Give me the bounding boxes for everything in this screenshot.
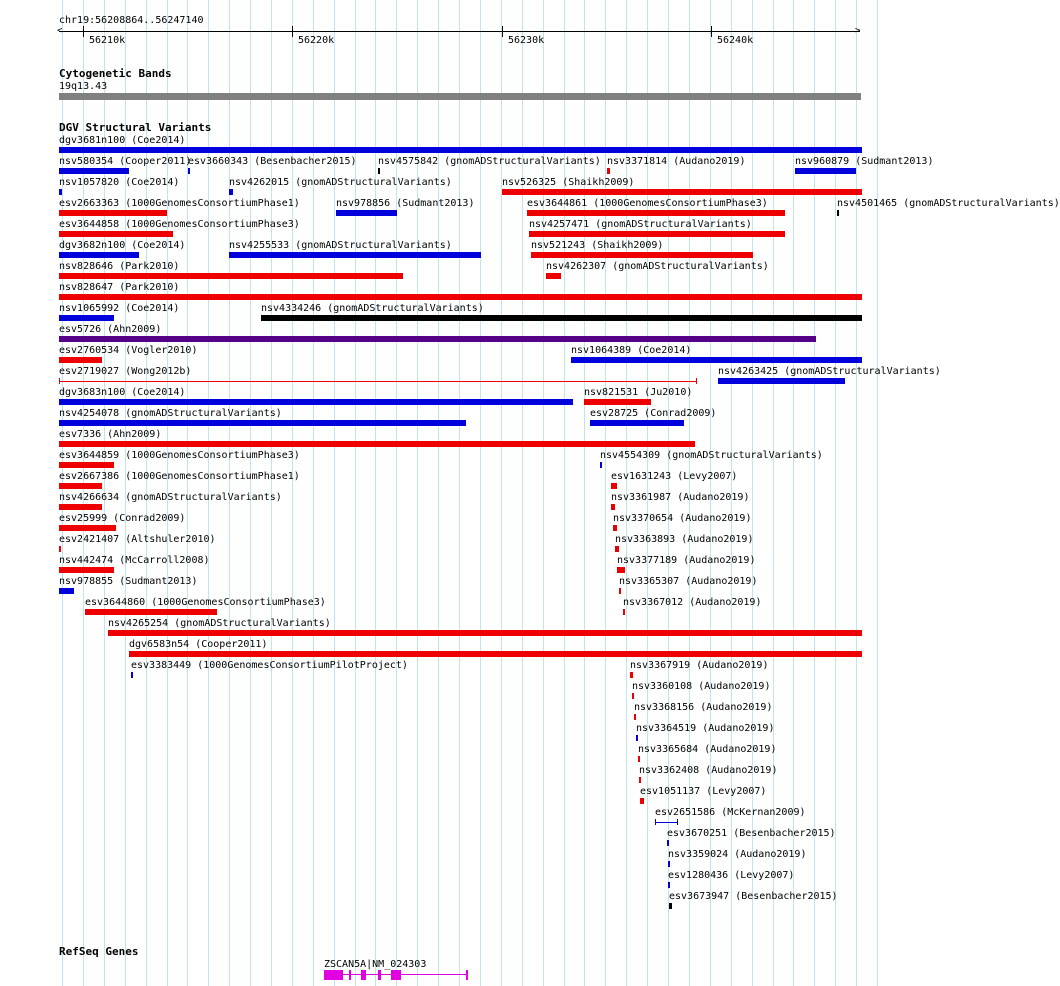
variant-label[interactable]: nsv3363893 (Audano2019): [615, 534, 754, 545]
variant-bar[interactable]: [59, 441, 695, 447]
variant-bar[interactable]: [571, 357, 862, 363]
variant-bar-cap: [655, 819, 656, 825]
variant-label[interactable]: esv3673947 (Besenbacher2015): [669, 891, 838, 902]
ruler-tick: [711, 26, 712, 37]
ruler-tick: [83, 26, 84, 37]
variant-bar[interactable]: [611, 504, 615, 510]
variant-bar[interactable]: [600, 462, 602, 468]
variant-bar[interactable]: [59, 336, 816, 342]
variant-bar[interactable]: [59, 546, 61, 552]
gene-exon: [378, 970, 381, 980]
variant-label[interactable]: nsv521243 (Shaikh2009): [531, 240, 664, 251]
variant-label[interactable]: nsv1064389 (Coe2014): [571, 345, 692, 356]
variant-label[interactable]: dgv3681n100 (Coe2014): [59, 135, 186, 146]
variant-label[interactable]: nsv4255533 (gnomADStructuralVariants): [229, 240, 452, 251]
ruler-tick-label: 56210k: [89, 35, 126, 46]
variant-label[interactable]: esv3644858 (1000GenomesConsortiumPhase3): [59, 219, 300, 230]
variant-bar-cap: [59, 378, 60, 384]
variant-bar[interactable]: [59, 483, 102, 489]
gene-exon: [349, 970, 351, 980]
variant-bar[interactable]: [59, 504, 102, 510]
variant-bar[interactable]: [639, 777, 641, 783]
ruler-tick: [502, 26, 503, 37]
variant-bar[interactable]: [59, 315, 114, 321]
variant-label[interactable]: nsv4501465 (gnomADStructuralVariants): [837, 198, 1060, 209]
variant-bar[interactable]: [59, 273, 403, 279]
variant-label[interactable]: esv1280436 (Levy2007): [668, 870, 795, 881]
ruler-tick-label: 56220k: [298, 35, 335, 46]
variant-bar[interactable]: [129, 651, 862, 657]
variant-bar[interactable]: [59, 189, 62, 195]
ruler-tick: [292, 26, 293, 37]
variant-bar[interactable]: [378, 168, 380, 174]
variant-label[interactable]: dgv3682n100 (Coe2014): [59, 240, 186, 251]
variant-label[interactable]: esv2663363 (1000GenomesConsortiumPhase1): [59, 198, 300, 209]
grid-line: [877, 0, 878, 986]
variant-bar[interactable]: [590, 420, 684, 426]
ruler-left-arrow-icon: <: [57, 26, 63, 36]
variant-label[interactable]: nsv3367012 (Audano2019): [623, 597, 762, 608]
variant-label[interactable]: nsv821531 (Ju2010): [584, 387, 693, 398]
variant-bar[interactable]: [718, 378, 845, 384]
variant-bar[interactable]: [59, 399, 573, 405]
variant-label[interactable]: esv3383449 (1000GenomesConsortiumPilotProject): [131, 660, 408, 671]
variant-label[interactable]: nsv4262307 (gnomADStructuralVariants): [546, 261, 769, 272]
variant-label[interactable]: esv1051137 (Levy2007): [640, 786, 767, 797]
variant-bar-cap: [677, 819, 678, 825]
variant-label[interactable]: nsv3371814 (Audano2019): [607, 156, 746, 167]
variant-bar[interactable]: [584, 399, 651, 405]
variant-bar[interactable]: [261, 315, 862, 321]
variant-bar[interactable]: [131, 672, 133, 678]
variant-label[interactable]: nsv3365307 (Audano2019): [619, 576, 758, 587]
variant-bar[interactable]: [607, 168, 610, 174]
variant-bar[interactable]: [667, 840, 669, 846]
variant-bar[interactable]: [638, 756, 640, 762]
cytoband-label: 19q13.43: [59, 81, 108, 92]
variant-bar[interactable]: [636, 735, 638, 741]
variant-label[interactable]: nsv3377189 (Audano2019): [617, 555, 756, 566]
variant-label[interactable]: esv3670251 (Besenbacher2015): [667, 828, 836, 839]
variant-label[interactable]: nsv1057820 (Coe2014): [59, 177, 180, 188]
variant-bar[interactable]: [59, 525, 116, 531]
variant-label[interactable]: dgv6583n54 (Cooper2011): [129, 639, 268, 650]
variant-label[interactable]: nsv442474 (McCarroll2008): [59, 555, 210, 566]
variant-label[interactable]: nsv4263425 (gnomADStructuralVariants): [718, 366, 941, 377]
variant-label[interactable]: nsv4554309 (gnomADStructuralVariants): [600, 450, 823, 461]
variant-label[interactable]: esv3660343 (Besenbacher2015): [188, 156, 357, 167]
variant-bar[interactable]: [529, 231, 785, 237]
variant-label[interactable]: nsv828646 (Park2010): [59, 261, 180, 272]
variant-bar[interactable]: [531, 252, 753, 258]
variant-label[interactable]: nsv3361987 (Audano2019): [611, 492, 750, 503]
variant-label[interactable]: nsv526325 (Shaikh2009): [502, 177, 635, 188]
variant-bar[interactable]: [59, 294, 862, 300]
variant-label[interactable]: nsv4575842 (gnomADStructuralVariants): [378, 156, 601, 167]
ruler-right-arrow-icon: >: [855, 26, 861, 36]
variant-bar[interactable]: [668, 861, 670, 867]
variant-label[interactable]: esv1631243 (Levy2007): [611, 471, 738, 482]
variant-label[interactable]: nsv960879 (Sudmant2013): [795, 156, 934, 167]
variant-bar[interactable]: [59, 567, 114, 573]
variant-bar[interactable]: [634, 714, 636, 720]
variant-label[interactable]: nsv580354 (Cooper2011): [59, 156, 192, 167]
ruler-line: [59, 31, 860, 32]
gene-exon: [361, 970, 366, 980]
variant-label[interactable]: nsv3364519 (Audano2019): [636, 723, 775, 734]
variant-bar[interactable]: [630, 672, 633, 678]
refseq-track-title[interactable]: RefSeq Genes: [59, 945, 139, 958]
variant-bar[interactable]: [640, 798, 644, 804]
gene-label[interactable]: ZSCAN5A|NM_024303: [324, 959, 427, 970]
variant-label[interactable]: esv3644859 (1000GenomesConsortiumPhase3): [59, 450, 300, 461]
variant-bar[interactable]: [623, 609, 625, 615]
variant-bar[interactable]: [795, 168, 856, 174]
variant-bar[interactable]: [527, 210, 785, 216]
variant-bar[interactable]: [615, 546, 619, 552]
variant-label[interactable]: nsv3360108 (Audano2019): [632, 681, 771, 692]
variant-label[interactable]: esv2760534 (Vogler2010): [59, 345, 198, 356]
variant-label[interactable]: nsv4254078 (gnomADStructuralVariants): [59, 408, 282, 419]
variant-label[interactable]: nsv3367919 (Audano2019): [630, 660, 769, 671]
variant-bar[interactable]: [502, 189, 862, 195]
variant-bar[interactable]: [59, 147, 862, 153]
variant-bar[interactable]: [611, 483, 617, 489]
variant-bar[interactable]: [59, 168, 129, 174]
variant-label[interactable]: nsv3359024 (Audano2019): [668, 849, 807, 860]
variant-bar[interactable]: [668, 882, 670, 888]
variant-label[interactable]: nsv828647 (Park2010): [59, 282, 180, 293]
variant-bar[interactable]: [188, 168, 190, 174]
variant-bar[interactable]: [59, 231, 173, 237]
variant-bar[interactable]: [59, 420, 466, 426]
variant-bar[interactable]: [59, 381, 697, 382]
gene-exon: [466, 970, 468, 980]
variant-bar-cap: [696, 378, 697, 384]
variant-label[interactable]: dgv3683n100 (Coe2014): [59, 387, 186, 398]
variant-bar[interactable]: [59, 588, 74, 594]
variant-bar[interactable]: [632, 693, 634, 699]
dgv-track-title[interactable]: DGV Structural Variants: [59, 121, 212, 134]
variant-bar[interactable]: [59, 210, 167, 216]
variant-bar[interactable]: [229, 252, 481, 258]
locus-label: chr19:56208864..56247140: [59, 15, 204, 26]
cytoband-bar[interactable]: [59, 93, 861, 100]
variant-label[interactable]: esv2719027 (Wong2012b): [59, 366, 192, 377]
variant-bar[interactable]: [546, 273, 561, 279]
variant-bar[interactable]: [613, 525, 617, 531]
variant-label[interactable]: esv2421407 (Altshuler2010): [59, 534, 216, 545]
variant-bar[interactable]: [336, 210, 397, 216]
variant-bar[interactable]: [59, 462, 114, 468]
variant-bar[interactable]: [85, 609, 217, 615]
variant-label[interactable]: nsv3370654 (Audano2019): [613, 513, 752, 524]
variant-bar[interactable]: [108, 630, 862, 636]
variant-bar[interactable]: [617, 567, 625, 573]
variant-label[interactable]: nsv4257471 (gnomADStructuralVariants): [529, 219, 752, 230]
variant-label[interactable]: nsv4265254 (gnomADStructuralVariants): [108, 618, 331, 629]
variant-label[interactable]: esv28725 (Conrad2009): [590, 408, 717, 419]
variant-label[interactable]: esv7336 (Ahn2009): [59, 429, 162, 440]
variant-label[interactable]: esv2667386 (1000GenomesConsortiumPhase1): [59, 471, 300, 482]
variant-bar[interactable]: [655, 822, 678, 823]
variant-bar[interactable]: [619, 588, 621, 594]
cytoband-track-title[interactable]: Cytogenetic Bands: [59, 67, 172, 80]
variant-label[interactable]: nsv4266634 (gnomADStructuralVariants): [59, 492, 282, 503]
variant-label[interactable]: esv2651586 (McKernan2009): [655, 807, 806, 818]
variant-label[interactable]: nsv3365684 (Audano2019): [638, 744, 777, 755]
variant-bar[interactable]: [229, 189, 233, 195]
variant-label[interactable]: nsv3362408 (Audano2019): [639, 765, 778, 776]
variant-bar[interactable]: [669, 903, 672, 909]
ruler-tick-label: 56240k: [717, 35, 754, 46]
variant-bar[interactable]: [837, 210, 839, 216]
variant-label[interactable]: esv5726 (Ahn2009): [59, 324, 162, 335]
variant-label[interactable]: esv3644861 (1000GenomesConsortiumPhase3): [527, 198, 768, 209]
variant-label[interactable]: esv3644860 (1000GenomesConsortiumPhase3): [85, 597, 326, 608]
ruler-tick-label: 56230k: [508, 35, 545, 46]
variant-label[interactable]: nsv4262015 (gnomADStructuralVariants): [229, 177, 452, 188]
variant-bar[interactable]: [59, 357, 102, 363]
variant-label[interactable]: nsv3368156 (Audano2019): [634, 702, 773, 713]
variant-label[interactable]: nsv1065992 (Coe2014): [59, 303, 180, 314]
variant-label[interactable]: nsv4334246 (gnomADStructuralVariants): [261, 303, 484, 314]
variant-label[interactable]: esv25999 (Conrad2009): [59, 513, 186, 524]
gene-exon: [324, 970, 343, 980]
variant-label[interactable]: nsv978856 (Sudmant2013): [336, 198, 475, 209]
gene-exon: [391, 970, 401, 980]
variant-bar[interactable]: [59, 252, 139, 258]
variant-label[interactable]: nsv978855 (Sudmant2013): [59, 576, 198, 587]
